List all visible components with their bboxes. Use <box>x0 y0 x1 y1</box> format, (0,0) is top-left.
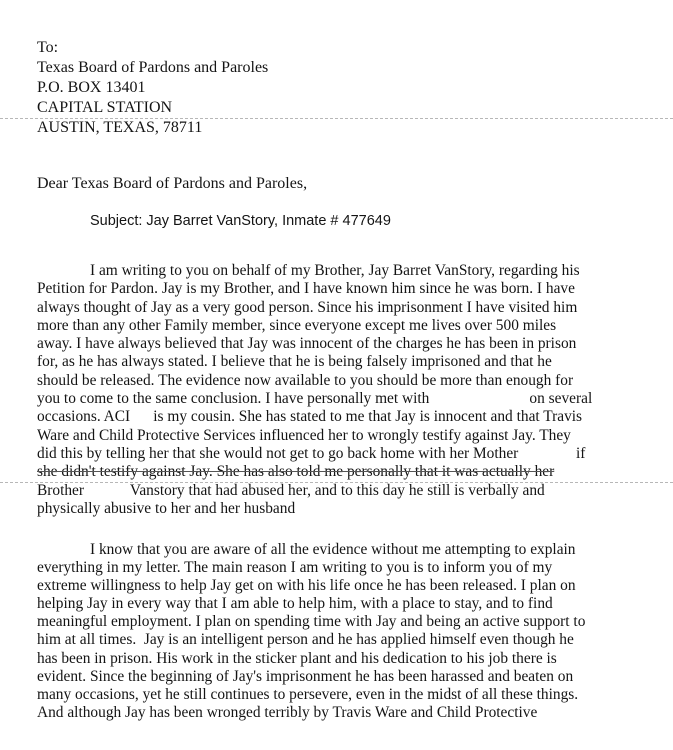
paragraph-line: him at all times. Jay is an intelligent person and he has applied himself even though he <box>37 631 574 649</box>
paragraph-line: meaningful employment. I plan on spending time with Jay and being an active support to <box>37 613 586 631</box>
paragraph-line: more than any other Family member, since everyone except me lives over 500 miles <box>37 316 557 334</box>
paragraph-line: I know that you are aware of all the evidence without me attempting to explain <box>90 541 576 558</box>
address-org: Texas Board of Pardons and Paroles <box>37 59 269 76</box>
paragraph-line: has been in prison. His work in the sticker plant and his dedication to his job there is <box>37 649 557 667</box>
paragraph-line: you to come to the same conclusion. I have personally met with on several <box>37 390 593 408</box>
paragraph-line: many occasions, yet he still continues to persevere, even in the midst of all these things. <box>37 685 579 703</box>
paragraph-line: And although Jay has been wronged terribly by Travis Ware and Child Protective <box>37 703 538 721</box>
address-station: CAPITAL STATION <box>37 99 173 116</box>
paragraph-line: evident. Since the beginning of Jay's imprisonment he has been harassed and beaten on <box>37 667 574 685</box>
paragraph-line: Brother Vanstory that had abused her, and to this day he still is verbally and <box>37 481 545 499</box>
paragraph-line: I am writing to you on behalf of my Brother, Jay Barret VanStory, regarding his <box>90 262 580 279</box>
paragraph-1 <box>37 262 669 518</box>
paragraph-line: for, as he has always stated. I believe that he is being falsely imprisoned and that he <box>37 353 552 371</box>
paragraph-line: everything in my letter. The main reason I am writing to you is to inform you of my <box>37 559 553 577</box>
paragraph-line: physically abusive to her and her husband <box>37 499 296 517</box>
paragraph-line: occasions. ACI is my cousin. She has stated to me that Jay is innocent and that Travis <box>37 408 583 426</box>
address-po-box: P.O. BOX 13401 <box>37 79 146 96</box>
paragraph-line: Petition for Pardon. Jay is my Brother, and I have known him since he was born. I have <box>37 280 575 298</box>
paragraph-line-struck: she didn't testify against Jay. She has also told me personally that it was actually her <box>37 463 555 481</box>
paragraph-line: should be released. The evidence now available to you should be more than enough for <box>37 371 574 389</box>
recipient-address <box>37 38 268 138</box>
paragraph-line: did this by telling her that she would not get to go back home with her Mother if <box>37 444 586 462</box>
subject-line: Subject: Jay Barret VanStory, Inmate # 477649 <box>90 213 391 229</box>
address-to: To: <box>37 39 59 56</box>
paragraph-line: extreme willingness to help Jay get on with his life once he has been released. I plan on <box>37 577 576 595</box>
paragraph-line: away. I have always believed that Jay was innocent of the charges he has been in prison <box>37 335 577 353</box>
address-city: AUSTIN, TEXAS, 78711 <box>37 119 203 136</box>
paragraph-2 <box>37 541 669 722</box>
salutation: Dear Texas Board of Pardons and Paroles, <box>37 175 308 192</box>
paragraph-line: always thought of Jay as a very good person. Since his imprisonment I have visited him <box>37 298 578 316</box>
paragraph-line: helping Jay in every way that I am able to help him, with a place to stay, and to find <box>37 595 553 613</box>
paragraph-line: Ware and Child Protective Services influenced her to wrongly testify against Jay. They <box>37 426 571 444</box>
